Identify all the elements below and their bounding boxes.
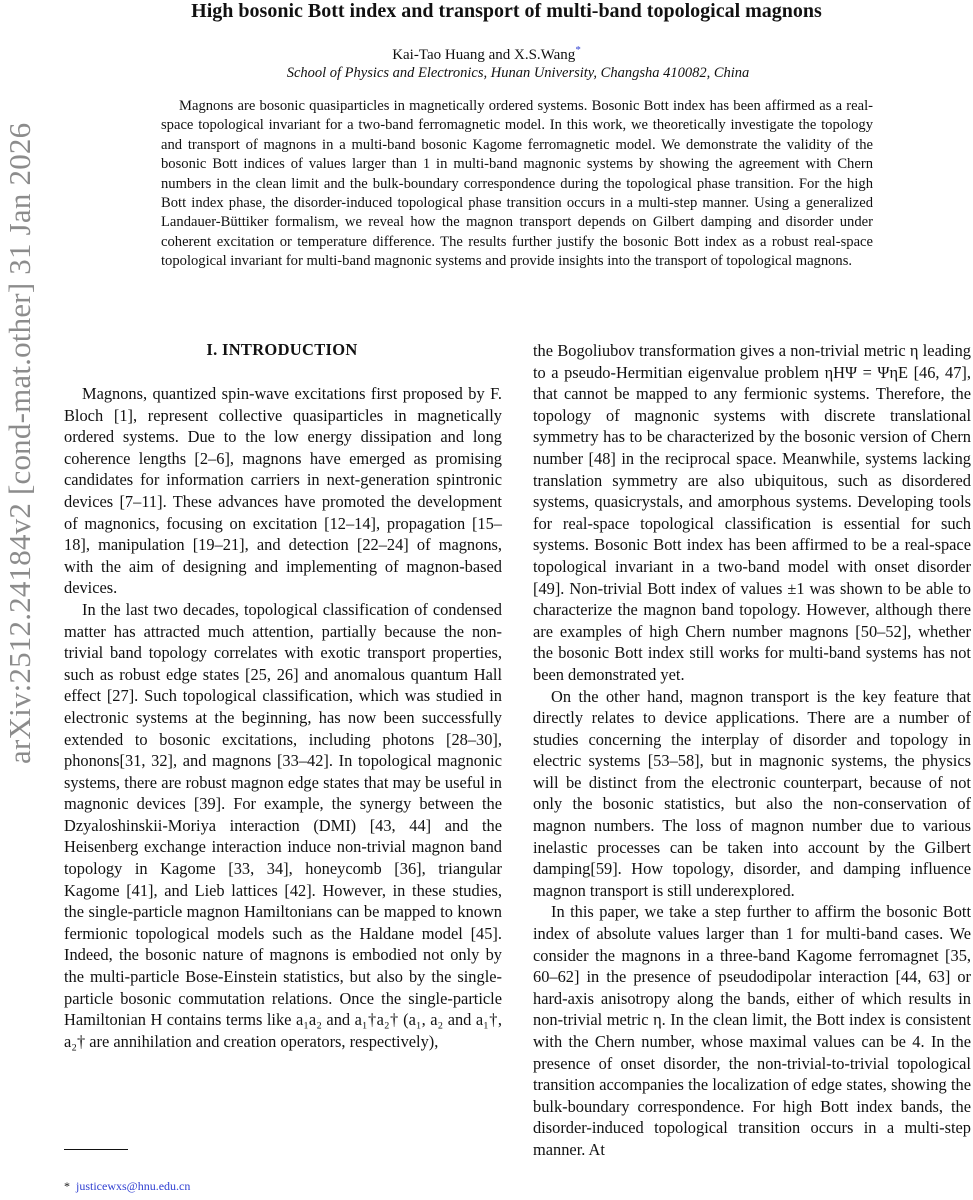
footnote-divider (64, 1149, 128, 1150)
arxiv-identifier-stamp: arXiv:2512.24184v2 [cond-mat.other] 31 Jan 2026 (2, 122, 37, 764)
paper-title: High bosonic Bott index and transport of multi-band topological magnons (191, 0, 822, 22)
author-names: Kai-Tao Huang and X.S.Wang (392, 47, 576, 63)
footnote-email-link[interactable]: justicewxs@hnu.edu.cn (76, 1179, 191, 1193)
left-column (64, 383, 502, 1052)
author-line (0, 44, 973, 64)
paragraph-intro-3: the Bogoliubov transformation gives a non-trivial metric η leading to a pseudo-Hermitian eigenvalue problem ηHΨ = ΨηE [46, 47], that cannot be mapped to any fermionic systems. Therefore, the topology of magnonic systems with discrete translational symmetry has to be characterized by the bosonic version of Chern number [48] in the reciprocal space. Meanwhile, systems lacking translation symmetry are also ubiquitous, such as disordered systems, quasicrystals, and amorphous systems. Developing tools for real-space topological classification is essential for such systems. Bosonic Bott index has been affirmed to be a real-space topological invariant in a two-band model with onset disorder [49]. Non-trivial Bott index of values ±1 was shown to be able to characterize the magnon band topology. However, although there are examples of high Chern number magnons [50–52], whether the bosonic Bott index still works for multi-band systems has not been demonstrated yet. (533, 341, 971, 684)
corresponding-author-link[interactable]: * (575, 44, 581, 56)
footnote (64, 1179, 190, 1194)
section-heading-introduction: I. INTRODUCTION (206, 340, 358, 359)
paragraph-intro-1: Magnons, quantized spin-wave excitations first proposed by F. Bloch [1], represent collective quasiparticles in magnetically ordered systems. Due to the low energy dissipation and long coherence lengths [2–6], magnons have emerged as promising candidates for information carriers in next-generation spintronic devices [7–11]. These advances have promoted the development of magnonics, focusing on excitation [12–14], propagation [15–18], manipulation [19–21], and detection [22–24] of magnons, with the aim of designing and implementing of magnon-based devices. (64, 384, 502, 598)
footnote-mark: * (64, 1179, 70, 1193)
paragraph-intro-4: On the other hand, magnon transport is the key feature that directly relates to device applications. There are a number of studies concerning the interplay of disorder and topology in electric systems [53–58], but in magnonic systems, the physics will be distinct from the electronic counterpart, because of not only the bosonic statistics, but also the non-conservation of magnon numbers. The loss of magnon number due to various inelastic processes can be taken into account by the Gilbert damping[59]. How topology, disorder, and damping influence magnon transport is still underexplored. (533, 686, 971, 900)
paragraph-intro-5: In this paper, we take a step further to affirm the bosonic Bott index of absolute values larger than 1 for multi-band cases. We consider the magnons in a three-band Kagome ferromagnet [35, 60–62] in the presence of pseudodipolar interaction [44, 63] or hard-axis anisotropy along the bands, either of which results in non-trivial metric η. In the clean limit, the Bott index is consistent with the Chern number, whose maximal values can be 4. In the presence of onset disorder, the non-trivial-to-trivial topological transition accompanies the localization of edge states, showing the bulk-boundary correspondence. For high Bott index bands, the disorder-induced topological transition occurs in a multi-step manner. At (533, 902, 971, 1159)
abstract: Magnons are bosonic quasiparticles in magnetically ordered systems. Bosonic Bott index has been affirmed as a real-space topological invariant for a two-band ferromagnetic model. In this work, we theoretically investigate the topology and transport of magnons in a multi-band bosonic Kagome ferromagnetic model. We demonstrate the validity of the bosonic Bott indices of values larger than 1 in multi-band magnonic systems by showing the agreement with Chern numbers in the clean limit and the bulk-boundary correspondence during the topological phase transition. For the high Bott index phase, the disorder-induced topological phase transition occurs in a multi-step manner. Using a generalized Landauer-Büttiker formalism, we reveal how the magnon transport depends on Gilbert damping and disorder under coherent excitation or temperature difference. The results further justify the bosonic Bott index as a robust real-space topological invariant for multi-band magnonic systems and provide insights into the transport of topological magnons. (161, 98, 873, 270)
right-column (533, 340, 971, 1161)
paragraph-intro-2: In the last two decades, topological classification of condensed matter has attracted much attention, partially because the non-trivial band topology correlates with exotic transport properties, such as robust edge states [25, 26] and anomalous quantum Hall effect [27]. Such topological classification, which was studied in electronic systems at the beginning, has now been successfully extended to bosonic excitations, including photons [28–30], phonons[31, 32], and magnons [33–42]. In topological magnonic systems, there are robust magnon edge states that may be useful in magnonic devices [39]. For example, the synergy between the Dzyaloshinskii-Moriya interaction (DMI) [43, 44] and the Heisenberg exchange interaction induce non-trivial magnon band topology in Kagome [33, 34], honeycomb [36], triangular Kagome [41], and Lieb lattices [42]. However, in these studies, the single-particle magnon Hamiltonians can be mapped to known fermionic topological models such as the Haldane model [45]. Indeed, the bosonic nature of magnons is embodied not only by the multi-particle Bose-Einstein statistics, but also by the single-particle bosonic commutation relations. Once the single-particle Hamiltonian H contains terms like a₁a₂ and a₁†a₂† (a₁, a₂ and a₁†, a₂† are annihilation and creation operators, respectively), (64, 599, 502, 1051)
affiliation: School of Physics and Electronics, Hunan University, Changsha 410082, China (286, 65, 750, 81)
